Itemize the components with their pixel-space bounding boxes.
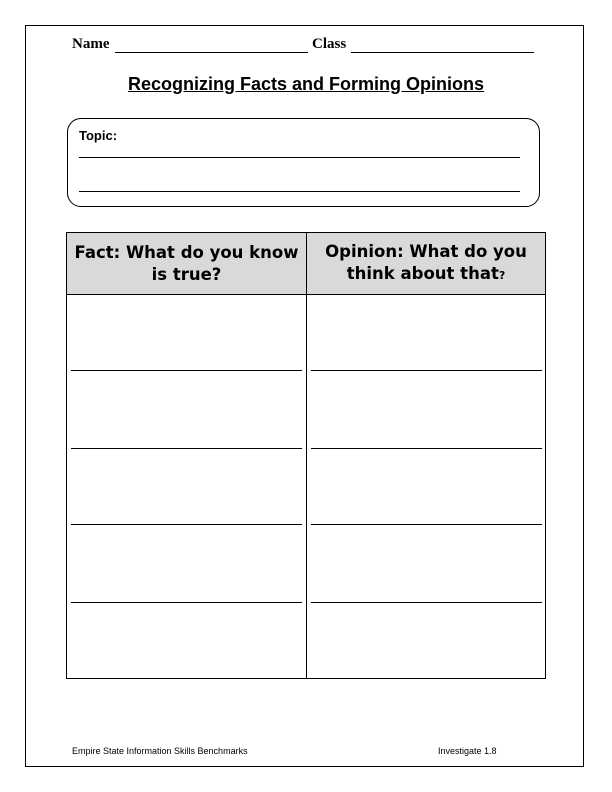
name-label: Name [72, 36, 110, 52]
opinion-write-line-1[interactable] [311, 370, 542, 371]
fact-write-line-1[interactable] [71, 370, 302, 371]
fact-write-line-4[interactable] [71, 602, 302, 603]
fact-header-text: Fact: What do you know is true? [74, 242, 299, 284]
topic-line-2[interactable] [79, 191, 520, 192]
topic-label: Topic: [79, 128, 118, 143]
opinion-header-qmark: ? [498, 268, 506, 282]
page-title: Recognizing Facts and Forming Opinions [127, 74, 484, 94]
name-blank-line[interactable] [115, 52, 308, 53]
fact-opinion-table [66, 232, 546, 679]
fact-column-header [67, 233, 306, 295]
opinion-write-line-4[interactable] [311, 602, 542, 603]
class-blank-line[interactable] [351, 52, 534, 53]
name-class-row [72, 36, 542, 58]
opinion-column-header [307, 233, 545, 295]
opinion-write-line-3[interactable] [311, 524, 542, 525]
fact-write-line-3[interactable] [71, 524, 302, 525]
opinion-write-line-2[interactable] [311, 448, 542, 449]
topic-line-1[interactable] [79, 157, 520, 158]
footer-right-text: Investigate 1.8 [438, 746, 497, 756]
class-label: Class [312, 36, 347, 52]
footer-left-text: Empire State Information Skills Benchmarks [72, 746, 248, 756]
topic-box [67, 118, 540, 207]
fact-write-line-2[interactable] [71, 448, 302, 449]
opinion-header-text: Opinion: What do you think about that [325, 241, 527, 283]
column-divider [306, 233, 307, 678]
